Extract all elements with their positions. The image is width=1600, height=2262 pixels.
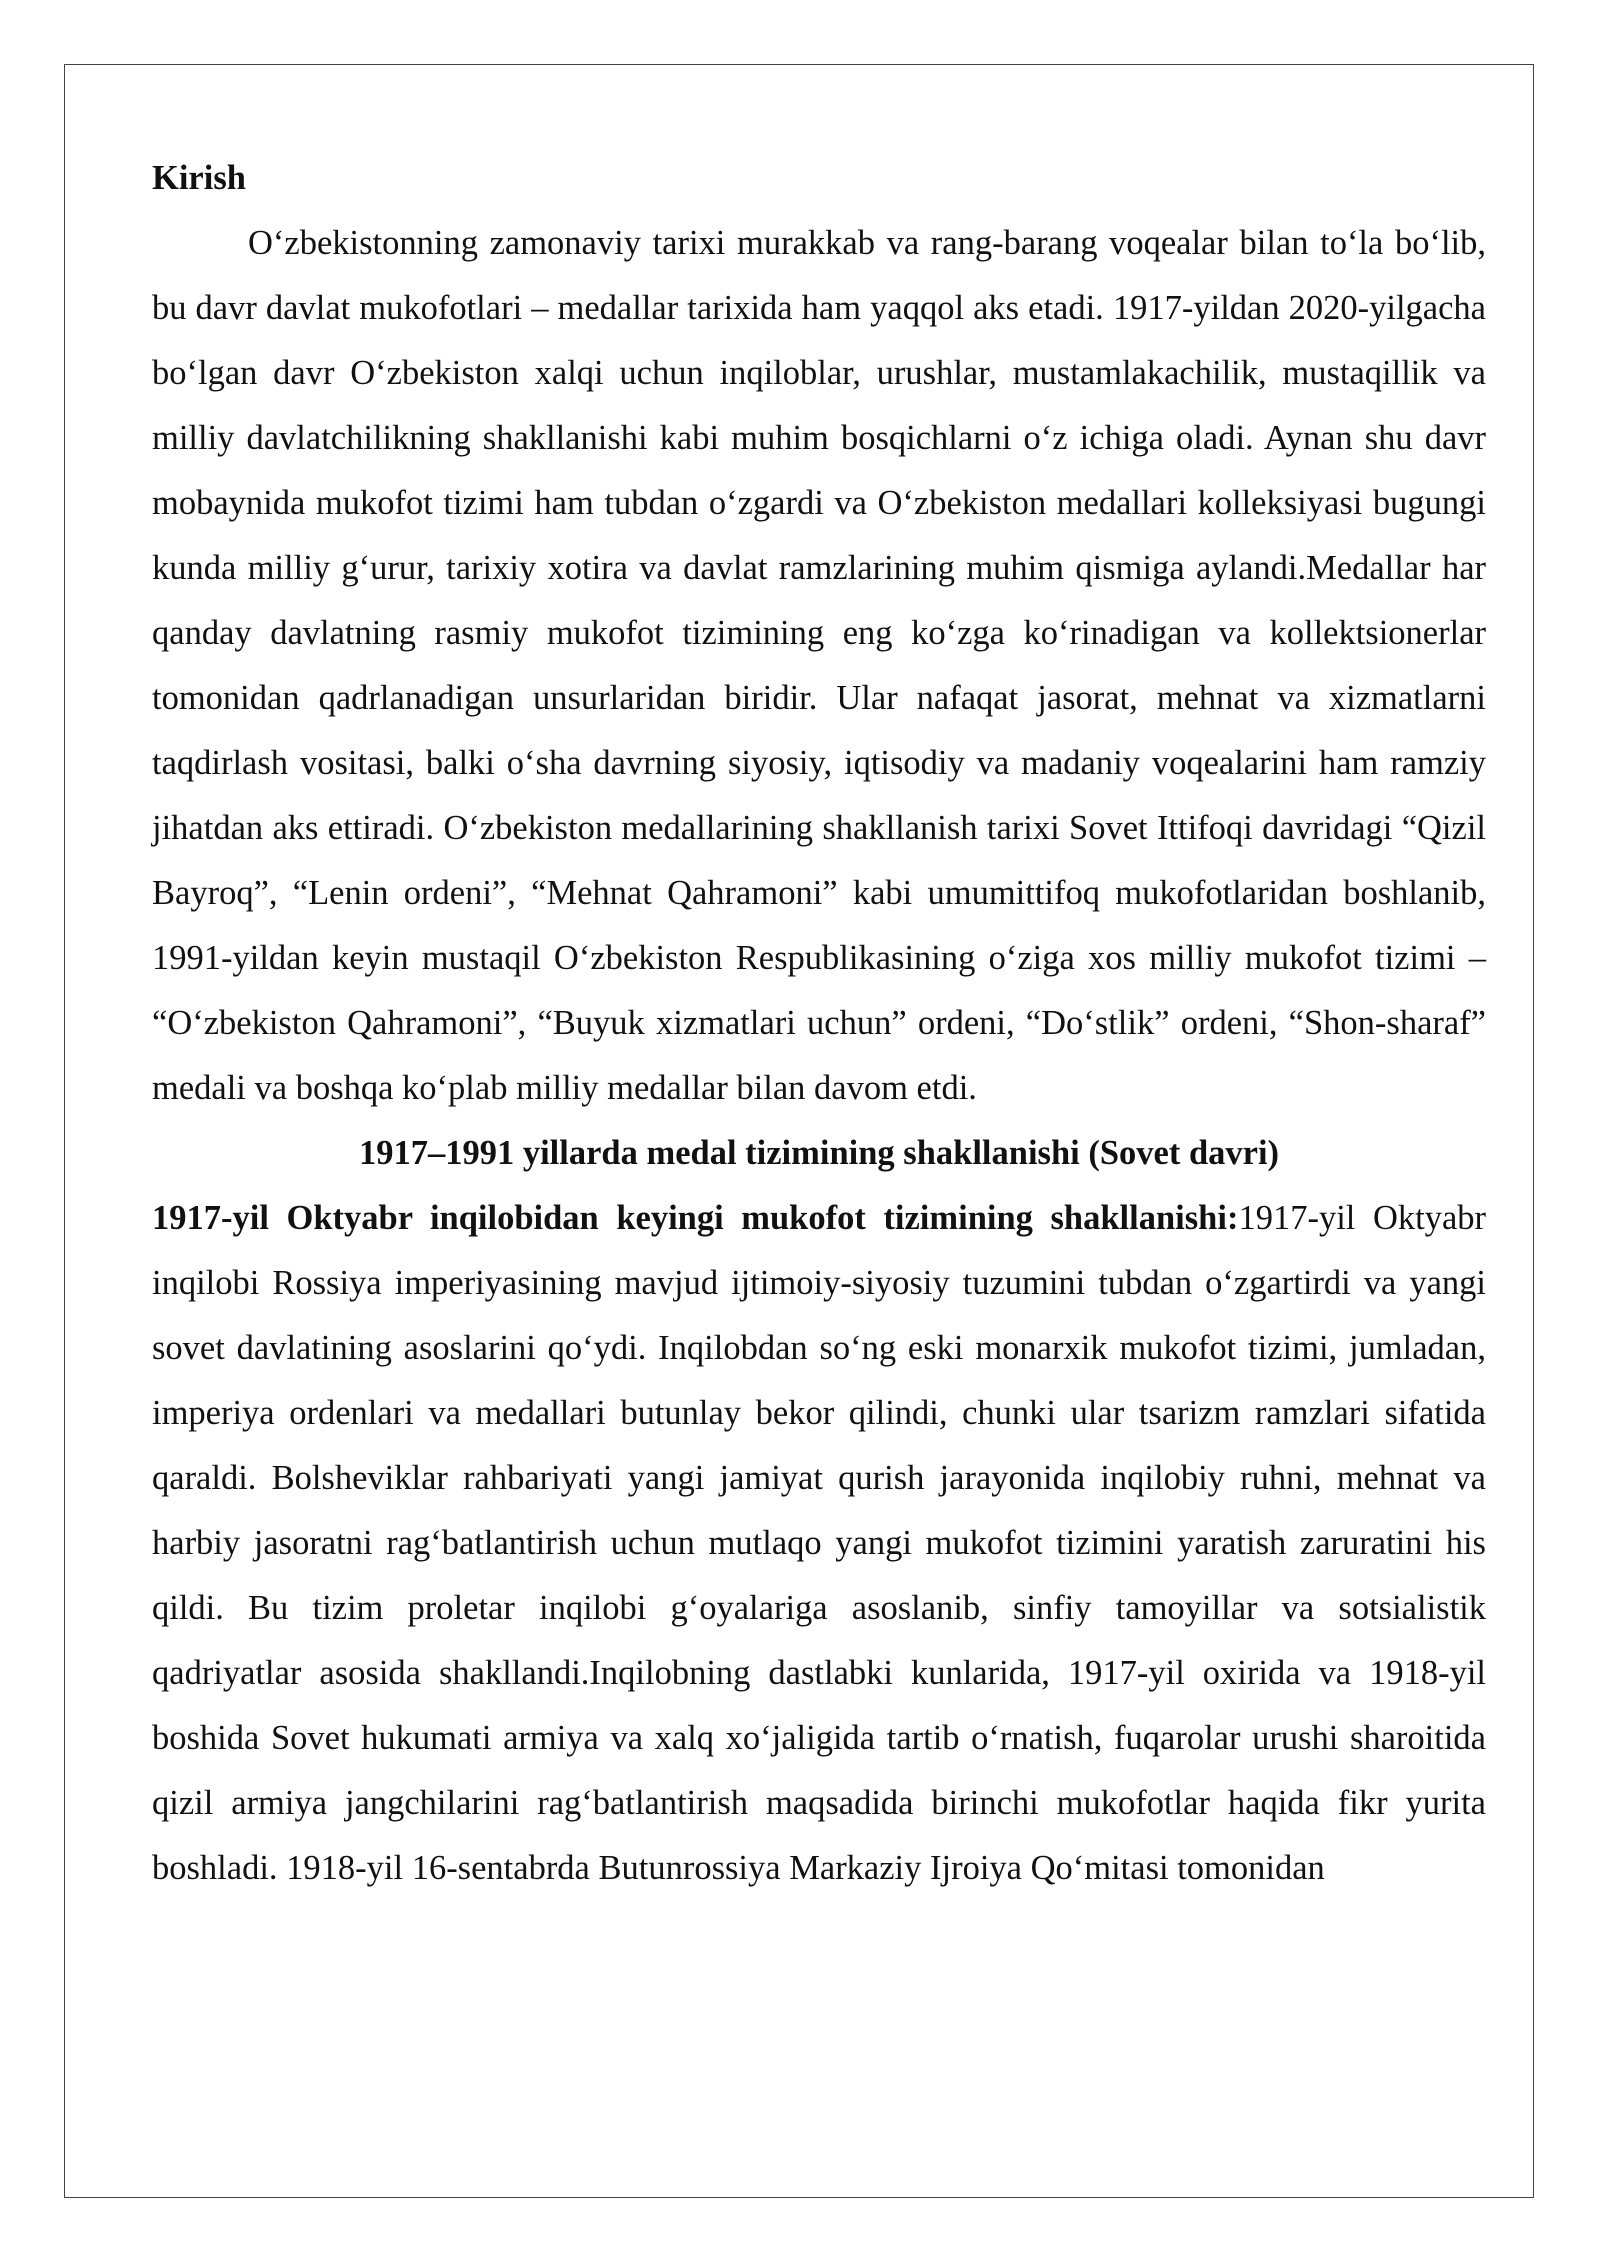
intro-paragraph: O‘zbekistonning zamonaviy tarixi murakkab va rang-barang voqealar bilan to‘la bo‘lib, bu davr davlat mukofotlari – medallar tarixida ham yaqqol aks etadi. 1917-yildan 2020-yilgacha bo‘lgan davr O‘zbekiston xalqi uchun inqiloblar, urushlar, mustamlakachilik, mustaqillik va milliy davlatchilikning shakllanishi kabi muhim bosqichlarni o‘z ichiga oladi. Aynan shu davr mobaynida mukofot tizimi ham tubdan o‘zgardi va O‘zbekiston medallari kolleksiyasi bugungi kunda milliy g‘urur, tarixiy xotira va davlat ramzlarining muhim qismiga aylandi.Medallar har qanday davlatning rasmiy mukofot tizimining eng ko‘zga ko‘rinadigan va kollektsionerlar tomonidan qadrlanadigan unsurlaridan biridir. Ular nafaqat jasorat, mehnat va xizmatlarni taqdirlash vositasi, balki o‘sha davrning siyosiy, iqtisodiy va madaniy voqealarini ham ramziy jihatdan aks ettiradi. O‘zbekiston medallarining shakllanish tarixi Sovet Ittifoqi davridagi “Qizil Bayroq”, “Lenin ordeni”, “Mehnat Qahramoni” kabi umumittifoq mukofotlaridan boshlanib, 1991-yildan keyin mustaqil O‘zbekiston Respublikasining o‘ziga xos milliy mukofot tizimi – “O‘zbekiston Qahramoni”, “Buyuk xizmatlari uchun” ordeni, “Do‘stlik” ordeni, “Shon-sharaf” medali va boshqa ko‘plab milliy medallar bilan davom etdi. xyxy=(152,224,1486,1107)
section-lead: 1917-yil Oktyabr inqilobidan keyingi mukofot tizimining shakllanishi: xyxy=(152,1199,1239,1237)
section-paragraph xyxy=(152,1186,1486,1901)
document-body xyxy=(152,146,1486,1901)
section-title: 1917–1991 yillarda medal tizimining shakllanishi (Sovet davri) xyxy=(358,1134,1280,1172)
section-body-text: 1917-yil Oktyabr inqilobi Rossiya imperiyasining mavjud ijtimoiy-siyosiy tuzumini tubdan o‘zgartirdi va yangi sovet davlatining asoslarini qo‘ydi. Inqilobdan so‘ng eski monarxik mukofot tizimi, jumladan, imperiya ordenlari va medallari butunlay bekor qilindi, chunki ular tsarizm ramzlari sifatida qaraldi. Bolsheviklar rahbariyati yangi jamiyat qurish jarayonida inqilobiy ruhni, mehnat va harbiy jasoratni rag‘batlantirish uchun mutlaqo yangi mukofot tizimini yaratish zaruratini his qildi. Bu tizim proletar inqilobi g‘oyalariga asoslanib, sinfiy tamoyillar va sotsialistik qadriyatlar asosida shakllandi.Inqilobning dastlabki kunlarida, 1917-yil oxirida va 1918-yil boshida Sovet hukumati armiya va xalq xo‘jaligida tartib o‘rnatish, fuqarolar urushi sharoitida qizil armiya jangchilarini rag‘batlantirish maqsadida birinchi mukofotlar haqida fikr yurita boshladi. 1918-yil 16-sentabrda Butunrossiya Markaziy Ijroiya Qo‘mitasi tomonidan xyxy=(152,1199,1486,1887)
document-heading: Kirish xyxy=(152,159,246,197)
